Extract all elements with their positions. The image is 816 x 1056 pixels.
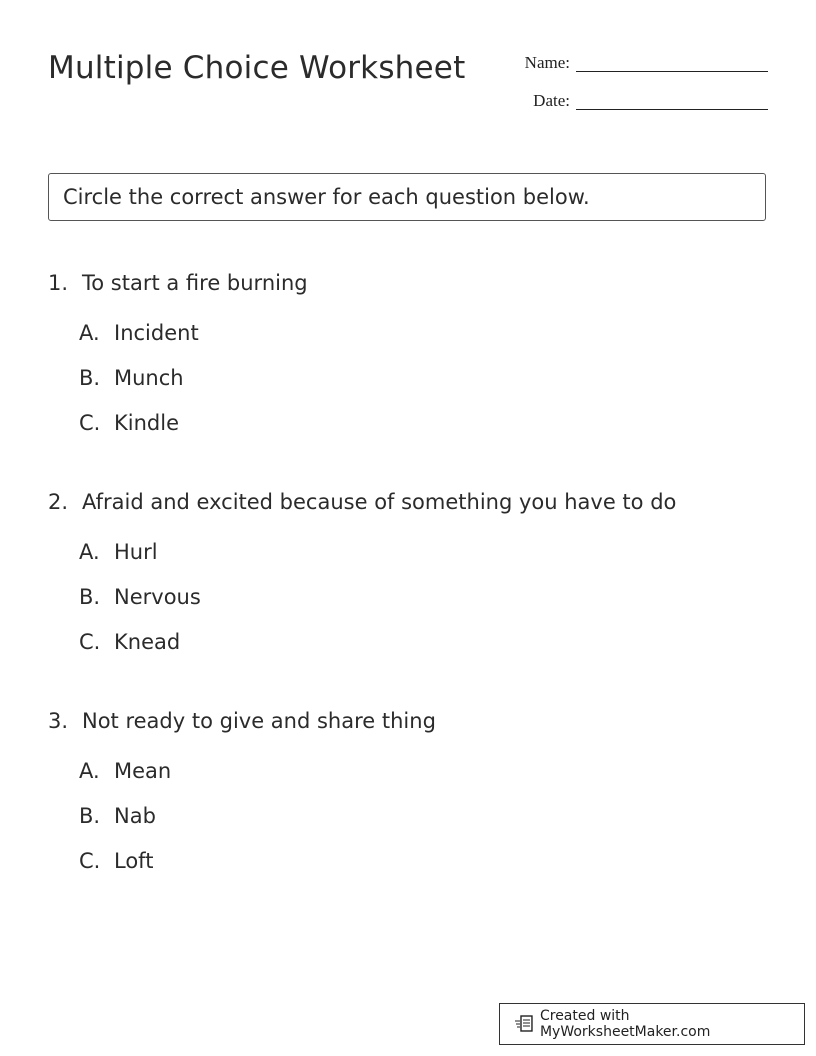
- question-number: 3.: [48, 709, 69, 733]
- option-text: Nab: [114, 804, 156, 828]
- option-letter: A.: [79, 759, 100, 783]
- option-letter: A.: [79, 540, 100, 564]
- date-field: [490, 92, 768, 110]
- name-label: Name:: [524, 53, 570, 72]
- question-text: To start a fire burning: [82, 271, 308, 295]
- credit-text: Created with MyWorksheetMaker.com: [539, 1008, 711, 1040]
- answer-option[interactable]: [79, 320, 768, 346]
- answer-option[interactable]: [79, 848, 768, 874]
- question-text: Not ready to give and share thing: [82, 709, 436, 733]
- answer-option[interactable]: [79, 758, 768, 784]
- name-field: [490, 54, 768, 72]
- option-letter: B.: [79, 366, 101, 390]
- option-text: Knead: [114, 630, 181, 654]
- option-letter: B.: [79, 804, 101, 828]
- answer-options: [48, 539, 768, 655]
- answer-option[interactable]: [79, 365, 768, 391]
- answer-option[interactable]: [79, 584, 768, 610]
- option-text: Loft: [114, 849, 154, 873]
- answer-options: [48, 320, 768, 436]
- question-stem: [48, 270, 768, 296]
- question-stem: [48, 708, 768, 734]
- question-number: 2.: [48, 490, 69, 514]
- option-letter: C.: [79, 411, 101, 435]
- date-label: Date:: [533, 91, 570, 110]
- option-text: Munch: [114, 366, 184, 390]
- worksheet-maker-logo-icon: [514, 1014, 534, 1034]
- name-blank-line: [576, 55, 768, 72]
- question-stem: [48, 489, 768, 515]
- option-letter: B.: [79, 585, 101, 609]
- question-text: Afraid and excited because of something you have to do: [82, 490, 677, 514]
- question-1: [48, 270, 768, 455]
- option-text: Kindle: [114, 411, 179, 435]
- question-number: 1.: [48, 271, 69, 295]
- instructions-box: Circle the correct answer for each question below.: [48, 173, 766, 221]
- created-with-badge[interactable]: [499, 1003, 805, 1045]
- answer-option[interactable]: [79, 410, 768, 436]
- answer-option[interactable]: [79, 629, 768, 655]
- option-text: Nervous: [114, 585, 201, 609]
- option-text: Hurl: [114, 540, 158, 564]
- option-text: Mean: [114, 759, 172, 783]
- date-blank-line: [576, 93, 768, 110]
- option-letter: C.: [79, 630, 101, 654]
- option-letter: C.: [79, 849, 101, 873]
- question-2: [48, 489, 768, 674]
- page-title: Multiple Choice Worksheet: [48, 50, 466, 86]
- option-text: Incident: [114, 321, 199, 345]
- answer-option[interactable]: [79, 539, 768, 565]
- answer-options: [48, 758, 768, 874]
- question-3: [48, 708, 768, 893]
- option-letter: A.: [79, 321, 100, 345]
- answer-option[interactable]: [79, 803, 768, 829]
